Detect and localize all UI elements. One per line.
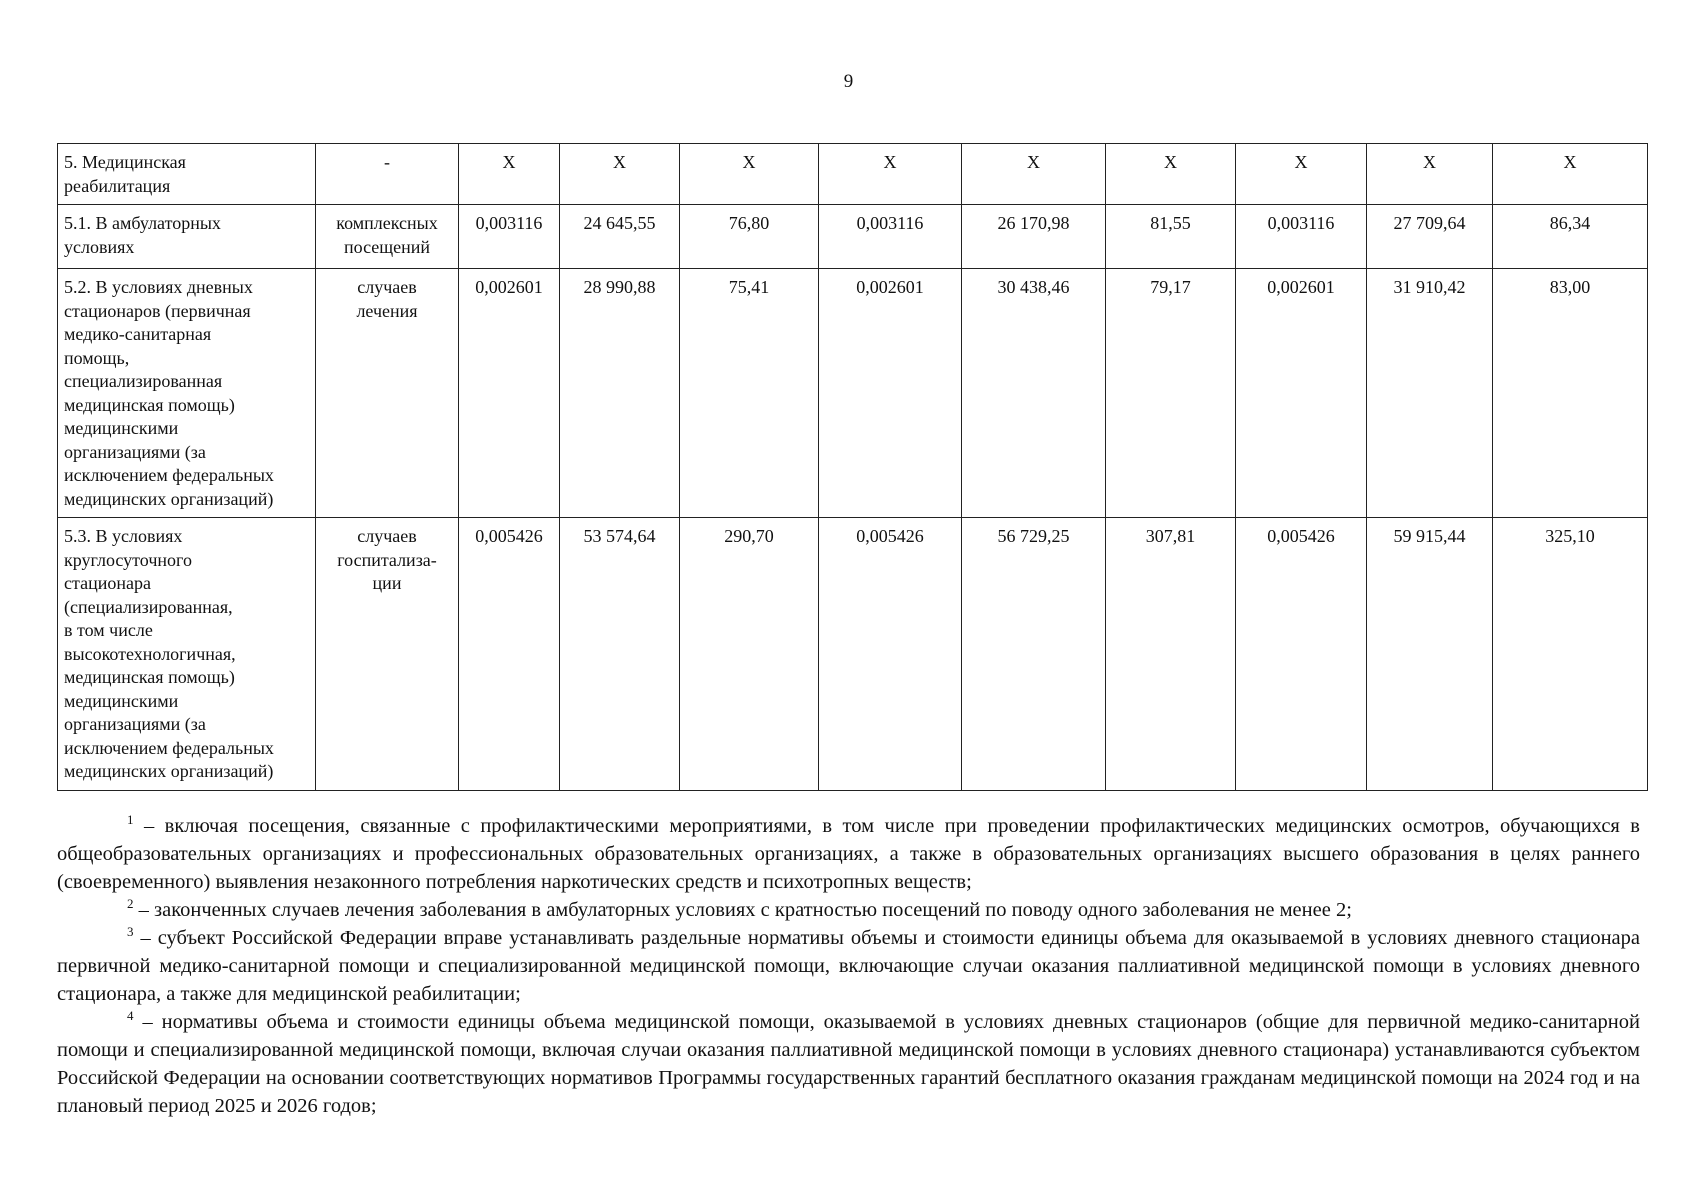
footnote-text: – законченных случаев лечения заболевания в амбулаторных условиях с кратностью посещений по поводу одного заболевания не менее 2;	[133, 899, 1352, 921]
row-name-cell: 5.3. В условиях круглосуточного стационара (специализированная, в том числе высокотехнологичная, медицинская помощь) медицинскими организациями (за исключением федеральных медицинских организаций)	[58, 518, 316, 791]
footnote-mark: 1	[127, 812, 134, 827]
unit-cell: случаев лечения	[316, 269, 459, 518]
value-cell: 0,002601	[459, 269, 560, 518]
value-cell: 75,41	[680, 269, 819, 518]
value-cell: 28 990,88	[560, 269, 680, 518]
value-cell: 0,003116	[459, 205, 560, 269]
footnote-1	[57, 812, 1640, 896]
value-cell: 81,55	[1106, 205, 1236, 269]
value-cell: 0,005426	[819, 518, 962, 791]
row-name-cell: 5.2. В условиях дневных стационаров (первичная медико-санитарная помощь, специализированная медицинская помощь) медицинскими организациями (за исключением федеральных медицинских организаций)	[58, 269, 316, 518]
value-cell: Х	[1367, 144, 1493, 205]
value-cell: Х	[962, 144, 1106, 205]
value-cell: 26 170,98	[962, 205, 1106, 269]
value-cell: 56 729,25	[962, 518, 1106, 791]
value-cell: 0,003116	[1236, 205, 1367, 269]
value-cell: Х	[459, 144, 560, 205]
value-cell: 24 645,55	[560, 205, 680, 269]
value-cell: 83,00	[1493, 269, 1648, 518]
value-cell: 0,003116	[819, 205, 962, 269]
value-cell: 0,005426	[1236, 518, 1367, 791]
value-cell: 53 574,64	[560, 518, 680, 791]
value-cell: 325,10	[1493, 518, 1648, 791]
value-cell: 31 910,42	[1367, 269, 1493, 518]
footnote-text: – субъект Российской Федерации вправе устанавливать раздельные нормативы объемы и стоимости единицы объема для оказываемой в условиях дневного стационара первичной медико-санитарной помощи и специализированной медицинской помощи, включающие случаи оказания паллиативной медицинской помощи в условиях дневного стационара, а также для медицинской реабилитации;	[57, 927, 1640, 1005]
footnote-text: – нормативы объема и стоимости единицы объема медицинской помощи, оказываемой в условиях дневных стационаров (общие для первичной медико-санитарной помощи и специализированной медицинской помощи, включая случаи оказания паллиативной медицинской помощи в условиях дневного стационара) устанавливаются субъектом Российской Федерации на основании соответствующих нормативов Программы государственных гарантий бесплатного оказания гражданам медицинской помощи на 2024 год и на плановый период 2025 и 2026 годов;	[57, 1011, 1640, 1117]
value-cell: Х	[819, 144, 962, 205]
value-cell: 30 438,46	[962, 269, 1106, 518]
value-cell: 76,80	[680, 205, 819, 269]
value-cell: Х	[1106, 144, 1236, 205]
value-cell: 0,005426	[459, 518, 560, 791]
table-row	[58, 269, 1648, 518]
footnote-mark: 2	[127, 896, 134, 911]
row-name-cell: 5. Медицинская реабилитация	[58, 144, 316, 205]
value-cell: 290,70	[680, 518, 819, 791]
value-cell: 307,81	[1106, 518, 1236, 791]
value-cell: Х	[1493, 144, 1648, 205]
value-cell: 27 709,64	[1367, 205, 1493, 269]
footnote-mark: 3	[127, 924, 134, 939]
table-row	[58, 205, 1648, 269]
table-row	[58, 144, 1648, 205]
footnote-3	[57, 924, 1640, 1008]
footnote-mark: 4	[127, 1008, 134, 1023]
value-cell: 86,34	[1493, 205, 1648, 269]
footnote-text: – включая посещения, связанные с профилактическими мероприятиями, в том числе при проведении профилактических медицинских осмотров, обучающихся в общеобразовательных организациях и профессиональных образовательных организациях, а также в образовательных организациях высшего образования в целях раннего (своевременного) выявления незаконного потребления наркотических средств и психотропных веществ;	[57, 815, 1640, 893]
value-cell: 79,17	[1106, 269, 1236, 518]
value-cell: Х	[680, 144, 819, 205]
table-row	[58, 518, 1648, 791]
footnote-2	[57, 896, 1640, 924]
value-cell: 0,002601	[819, 269, 962, 518]
unit-cell: случаев госпитализа- ции	[316, 518, 459, 791]
unit-cell: -	[316, 144, 459, 205]
norms-table	[57, 143, 1648, 791]
footnote-4	[57, 1008, 1640, 1120]
value-cell: 59 915,44	[1367, 518, 1493, 791]
footnotes	[57, 812, 1640, 1120]
table-body	[58, 144, 1648, 791]
page-number: 9	[843, 71, 854, 92]
value-cell: Х	[560, 144, 680, 205]
value-cell: Х	[1236, 144, 1367, 205]
row-name-cell: 5.1. В амбулаторных условиях	[58, 205, 316, 269]
unit-cell: комплексных посещений	[316, 205, 459, 269]
value-cell: 0,002601	[1236, 269, 1367, 518]
